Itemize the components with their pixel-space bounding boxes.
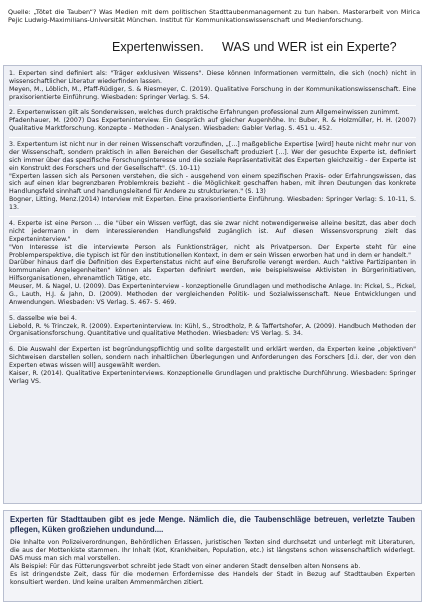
section-divider: [9, 311, 416, 312]
section-line: Meuser, M. & Nagel, U. (2009). Das Experteninterview - konzeptionelle Grundlagen und methodische Anlage. In: Pickel, S., Pickel, G., Lauth, H.J. & Jahn, D. (2009). Methoden der vergleichenden Politik- und Sozialwissenschaft. Neue Entwicklungen und Anwendungen. Wiesbaden: VS Verlag. S. 467- S. 469.: [9, 283, 416, 306]
section-line: "Experten lassen sich als Personen verstehen, die sich - ausgehend von einem spezifischen Praxis- oder Erfahrungswissen, das sich auf einen klar begrenzbaren Problemkreis bezieht - die Möglichkeit geschaffen haben, mit ihren Deutungen das konkrete Handlungsfeld sinnhaft und handlungsleitend für Andere zu strukturieren." (S. 13): [9, 172, 416, 196]
definition-section-6: [9, 346, 416, 386]
definition-section-2: [9, 109, 416, 133]
section-line: 6. Die Auswahl der Experten ist begründungspflichtig und sollte dargestellt und erklärt werden, da Experten keine „objektiven" Sichtweisen darstellen sollen, sondern nach inhaltlichen Überlegungen und Anforderungen des Forschers [d.i. der, der von den Experten etwas wissen will] ausgewählt werden.: [9, 346, 416, 369]
section-divider: [9, 105, 416, 106]
definition-section-1: [9, 70, 416, 102]
section-divider: [9, 342, 416, 343]
section-line: 2. Expertenwissen gilt als Sonderwissen, welches durch praktische Erfahrungen professional zum Allgemeinwissen zunimmt.: [9, 109, 400, 117]
definition-section-4: [9, 220, 416, 307]
section-line: 3. Expertentum ist nicht nur in der reinen Wissenschaft vorzufinden, „[...] maßgebliche Expertise [wird] heute nicht mehr nur von der Wissenschaft, sondern praktisch in allen Bereichen der Gesellschaft produziert [...]. Wer der gesuchte Experte ist, definiert sich immer über das spezifische Forschungsinteresse und die soziale Repräsentativität des Experten gleichzeitig - der Experte ist ein Konstrukt des Forschers und der Gesellschaft". (S. 10-11): [9, 140, 416, 172]
source-note: Quelle: „Tötet die Tauben“? Was Medien mit dem politischen Stadttaubenmanagement zu tun haben. Masterarbeit von Mirica Pejic Ludwig-Maximilians-Universität München. Institut für Kommunikationswissenschaft und Medienforschung.: [8, 8, 420, 25]
bottom-paragraph: Es ist dringendste Zeit, dass für die modernen Erfordernisse des Handels der Stadt in Bezug auf Stadttauben Experten konsultiert werden. Und keine uralten Ammenmärchen zitiert.: [10, 571, 415, 586]
section-line: Bogner, Litting, Menz.(2014) Interview mit Experten. Eine praxisorientierte Einführung. Wiesbaden: Springer Verlag: S. 10-11, S. 13.: [9, 196, 416, 212]
title-question: WAS und WER ist ein Experte?: [222, 40, 397, 54]
section-line: Liebold, R. % Trinczek, R. (2009). Experteninterview. In: Kühl, S., Strodtholz, P. & Taffertshofer, A. (2009). Handbuch Methoden der Organisationsforschung. Quantitative und qualitative Methoden. Wiesbaden: VS Verlag. S. 34.: [9, 322, 416, 338]
bottom-paragraph: Als Beispiel: Für das Fütterungsverbot schreibt jede Stadt von einer anderen Stadt denselben alten Nonsens ab.: [10, 563, 361, 570]
section-line: 4. Experte ist eine Person … die "über ein Wissen verfügt, das sie zwar nicht notwendigerweise alleine besitzt, das aber doch nicht jedermann in dem interessierenden Handlungsfeld zugänglich ist. Auf diesen Wissensvorsprung zielt das Experteninterview.": [9, 219, 416, 243]
title-expertenwissen: Expertenwissen.: [112, 40, 204, 54]
bottom-paragraph: Die Inhalte von Polizeiverordnungen, Behördlichen Erlassen, juristischen Texten sind durchsetzt und unterlegt mit Literaturen, die aus der Mottenkiste stammen. Ihr Inhalt (Kot, Krankheiten, Population, etc.) ist längstens schon wissenschaftlich widerlegt. DAS muss man sich mal vorstellen.: [10, 539, 415, 562]
section-line: Darüber hinaus darf die Definition des Expertenstatus nicht auf eine Berufsrolle verengt werden. Auch "aktive Partizipanten in kommunalen Angelegenheiten" können als Experten definiert werden, wie beispielsweise Aktivisten in Bürgerinitiativen, Hilfsorganisationen, ehrenamtlich Tätige, etc.: [9, 259, 416, 283]
section-line: "Von Interesse ist die interviewte Person als Funktionsträger, nicht als Privatperson. Der Experte steht für eine Problemperspektive, die typisch ist für den institutionellen Kontext, in dem er sein Wissen erworben hat und in dem er handelt.": [9, 243, 416, 259]
section-line: Kaiser, R. (2014). Qualitative Experteninterviews. Konzeptionelle Grundlagen und praktische Durchführung. Wiesbaden: Springer Verlag VS.: [9, 369, 416, 385]
page-title: [0, 40, 425, 58]
definition-section-5: [9, 315, 416, 339]
definition-section-3: [9, 141, 416, 212]
section-divider: [9, 137, 416, 138]
section-line: Pfadenhauer, M. (2007) Das Experteninterview. Ein Gespräch auf gleicher Augenhöhe. In: Buber, R. & Holzmüller, H. H. (2007) Qualitative Marktforschung. Konzepte - Methoden - Analysen. Wiesbaden: Gabler Verlag. S. 451 u. 452.: [9, 117, 416, 133]
definitions-box: [3, 65, 422, 504]
city-pigeons-box: [3, 510, 422, 602]
section-divider: [9, 216, 416, 217]
bottom-heading: Experten für Stadttauben gibt es jede Menge. Nämlich die, die Taubenschläge betreuen, verletzte Tauben pflegen, Küken großziehen undundund....: [10, 515, 415, 534]
section-line: 5. dasselbe wie bei 4.: [9, 314, 77, 322]
section-line: 1. Experten sind definiert als: "Träger exklusiven Wissens". Diese können Informationen vermitteln, die sich (noch) nicht in wissenschaftlicher Literatur wiederfinden lassen.: [9, 70, 416, 85]
section-line: Meyen, M., Löblich, M., Pfaff-Rüdiger, S. & Riesmeyer, C. (2019). Qualitative Forschung in der Kommunikationswissenschaft. Eine praxisorientierte Einführung. Wiesbaden: Springer Verlag. S. 54.: [9, 85, 416, 101]
